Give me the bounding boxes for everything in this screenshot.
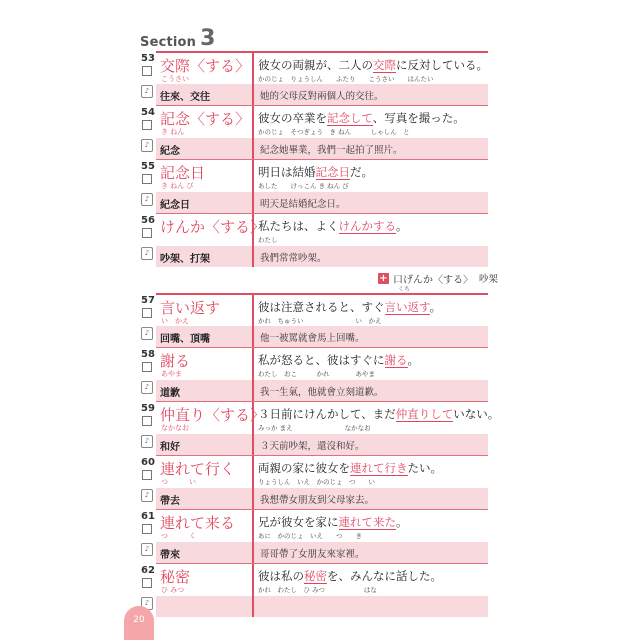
sentence-reading: あに かのじょ いえ つ き [258,532,362,540]
checkbox[interactable] [142,228,152,238]
entry-number: 61 [141,511,155,522]
vocab-entry [140,347,488,401]
vocab-word: 仲直り〈する〉 [160,406,266,424]
entry-main-row [156,347,488,381]
word-meaning: 紀念 [160,146,180,157]
vocab-reading: き ねん び [161,182,194,190]
vocab-reading: き ねん [161,128,185,136]
translation-cell [252,380,488,401]
example-cell [258,402,500,434]
entry-translation-row [156,192,488,213]
translation-cell [252,246,488,267]
entry-translation-row [156,542,488,563]
page-number: 20 [133,615,145,625]
page-number-tab [124,606,154,640]
example-sentence [258,218,408,234]
entry-number: 62 [141,565,155,576]
entry-translation-row [156,596,488,617]
vocab-entry [140,159,488,213]
checkbox[interactable] [142,416,152,426]
vocab-reading: こうさい [161,75,189,83]
sentence-after: たい。 [407,461,442,475]
example-sentence [258,164,373,180]
checkbox[interactable] [142,174,152,184]
sentence-highlight: 言い返す [384,300,430,314]
sentence-highlight: 仲直りして [395,407,454,421]
example-sentence [258,57,488,73]
example-cell [258,510,488,542]
vocab-entry [140,213,488,267]
word-cell [156,53,254,85]
vocab-word: 秘密 [160,568,191,586]
vocab-word: けんか〈する〉 [160,218,266,236]
sentence-before: 兄が彼女を家に [258,515,339,529]
sentence-highlight: 謝る [384,353,408,367]
entry-number: 60 [141,457,155,468]
sentence-reading: りょうしん いえ かのじょ つ い [258,478,375,486]
word-cell [156,214,266,246]
vocab-word: 交際〈する〉 [160,57,251,75]
sentence-highlight: けんかする [338,219,396,233]
vocab-entry [140,105,488,159]
plus-icon: + [379,272,388,284]
entry-translation-row [156,326,488,347]
section-number: 3 [200,26,216,51]
sentence-after: 。 [407,353,419,367]
sentence-translation: 我一生氣，他就會立刻道歉。 [260,387,384,398]
entry-main-row [156,213,488,247]
example-sentence [258,514,408,530]
entry-translation-row [156,488,488,509]
sentence-before: 彼女の両親が、二人の [258,58,373,72]
sentence-after: 、写真を撮った。 [372,111,465,125]
sentence-after: を、みんなに話した。 [327,569,442,583]
entry-translation-row [156,380,488,401]
sentence-reading: かのじょ そつぎょう き ねん しゃしん と [258,128,410,136]
example-cell [258,53,488,85]
entry-number: 57 [141,295,155,306]
entry-number: 54 [141,107,155,118]
vocab-word: 連れて来る [160,514,236,532]
example-sentence [258,110,465,126]
word-cell [156,295,254,327]
sentence-translation: 紀念她畢業，我們一起拍了照片。 [260,145,403,156]
vocab-entry [140,563,488,617]
entry-number: 58 [141,349,155,360]
audio-icon: ♪ [141,139,153,152]
example-cell [258,564,488,596]
audio-icon: ♪ [141,597,153,610]
checkbox[interactable] [142,308,152,318]
example-sentence [258,406,499,422]
vocab-entry [140,401,500,455]
entry-main-row [156,105,488,139]
example-cell [258,456,488,488]
sentence-reading: かれ わたし ひ みつ はな [258,586,377,594]
example-sentence [258,460,442,476]
vocab-entry [140,51,488,105]
entry-number: 53 [141,53,155,64]
sentence-before: 私が怒ると、彼はすぐに [258,353,385,367]
section-label: Section [140,35,197,50]
vocab-word: 記念〈する〉 [160,110,251,128]
sentence-translation: ３天前吵架，還沒和好。 [260,441,365,452]
sentence-before: 両親の家に彼女を [258,461,350,475]
audio-icon: ♪ [141,327,153,340]
vocab-word: 謝る [160,352,191,370]
entry-main-row [156,455,488,489]
related-word: 口げんか〈する〉 [393,274,473,286]
translation-cell [252,542,488,563]
sentence-translation: 她的父母反對兩個人的交往。 [260,91,384,102]
sentence-after: に反対している。 [396,58,488,72]
word-meaning: 和好 [160,442,180,453]
vocab-reading: つ く [161,532,196,540]
example-cell [258,295,488,327]
word-cell [156,402,266,434]
word-cell [156,456,254,488]
entry-number: 59 [141,403,155,414]
vocab-reading: つ い [161,478,196,486]
entry-main-row [156,51,488,86]
sentence-before: 私たちは、よく [258,219,339,233]
sentence-before: 彼は注意されると、すぐ [258,300,385,314]
vocab-list-bottom [140,293,500,617]
sentence-translation: 他一被罵就會馬上回嘴。 [260,333,365,344]
vocab-reading: あやま [161,370,182,378]
sentence-highlight: 連れて行き [350,461,408,475]
entry-number: 55 [141,161,155,172]
audio-icon: ♪ [141,381,153,394]
translation-cell [252,434,488,455]
sentence-highlight: 秘密 [304,569,327,583]
entry-translation-row [156,138,488,159]
vocab-word: 記念日 [160,164,206,182]
word-meaning: 往來、交往 [160,92,210,103]
example-sentence [258,299,441,315]
sentence-reading: かれ ちゅうい い かえ [258,317,382,325]
sentence-after: いない。 [453,407,500,421]
word-meaning: 帶來 [160,550,180,561]
sentence-highlight: 交際 [373,58,396,72]
sentence-before: 明日は結婚 [258,165,316,179]
translation-cell [252,596,488,617]
related-word-reading: くち [398,286,411,293]
word-cell [156,106,254,138]
example-cell [258,348,488,380]
sentence-highlight: 記念日 [315,165,350,179]
vocab-word: 言い返す [160,299,221,317]
sentence-before: ３日前にけんかして、まだ [258,407,396,421]
word-cell [156,510,254,542]
entry-translation-row [156,246,488,267]
vocab-word: 連れて行く [160,460,236,478]
vocab-entry [140,455,488,509]
checkbox[interactable] [142,470,152,480]
entry-main-row [156,401,500,435]
sentence-translation: 我們常常吵架。 [260,253,327,264]
entry-translation-row [156,84,488,105]
word-cell [156,160,254,192]
vocab-list-top [140,51,488,267]
vocab-reading: なかなお [161,424,189,432]
entry-main-row [156,509,488,543]
translation-cell [252,488,488,509]
translation-cell [252,192,488,213]
sentence-highlight: 連れて来た [338,515,396,529]
related-word-meaning: 吵架 [479,274,499,285]
related-word-note [378,270,499,293]
example-cell [258,160,488,192]
sentence-after: 。 [429,300,442,314]
sentence-reading: かのじょ りょうしん ふたり こうさい はんたい [258,75,434,83]
audio-icon: ♪ [141,489,153,502]
sentence-before: 彼女の卒業を [258,111,327,125]
entry-main-row [156,159,488,193]
checkbox[interactable] [142,362,152,372]
word-meaning: 道歉 [160,388,180,399]
sentence-reading: みっか まえ なかなお [258,424,371,432]
example-cell [258,214,488,246]
sentence-before: 彼は私の [258,569,304,583]
sentence-after: だ。 [350,165,373,179]
example-cell [258,106,488,138]
entry-translation-row [156,434,488,455]
entry-number: 56 [141,215,155,226]
entry-main-row [156,563,488,597]
section-heading [140,20,215,50]
word-meaning: 回嘴、頂嘴 [160,334,210,345]
translation-cell [252,84,488,105]
sentence-reading: わたし [258,236,278,244]
word-cell [156,348,254,380]
checkbox[interactable] [142,66,152,76]
sentence-after: 。 [396,515,408,529]
sentence-after: 。 [396,219,408,233]
vocab-entry [140,293,488,347]
audio-icon: ♪ [141,85,153,98]
vocab-reading: ひ みつ [161,586,185,594]
sentence-translation: 哥哥帶了女朋友來家裡。 [260,549,365,560]
example-sentence [258,568,442,584]
entry-main-row [156,293,488,328]
checkbox[interactable] [142,524,152,534]
word-meaning: 帶去 [160,496,180,507]
translation-cell [252,138,488,159]
vocab-reading: い かえ [161,317,189,325]
sentence-reading: わたし おこ かれ あやま [258,370,375,378]
sentence-translation: 我想帶女朋友到父母家去。 [260,495,375,506]
example-sentence [258,352,419,368]
audio-icon: ♪ [141,435,153,448]
word-meaning: 紀念日 [160,200,190,211]
audio-icon: ♪ [141,193,153,206]
sentence-reading: あした けっこん き ねん び [258,182,349,190]
sentence-highlight: 記念して [327,111,373,125]
sentence-translation: 明天是結婚紀念日。 [260,199,346,210]
audio-icon: ♪ [141,247,153,260]
word-cell [156,564,254,596]
translation-cell [252,326,488,347]
checkbox[interactable] [142,578,152,588]
word-meaning: 吵架、打架 [160,254,210,265]
vocab-entry [140,509,488,563]
checkbox[interactable] [142,120,152,130]
audio-icon: ♪ [141,543,153,556]
